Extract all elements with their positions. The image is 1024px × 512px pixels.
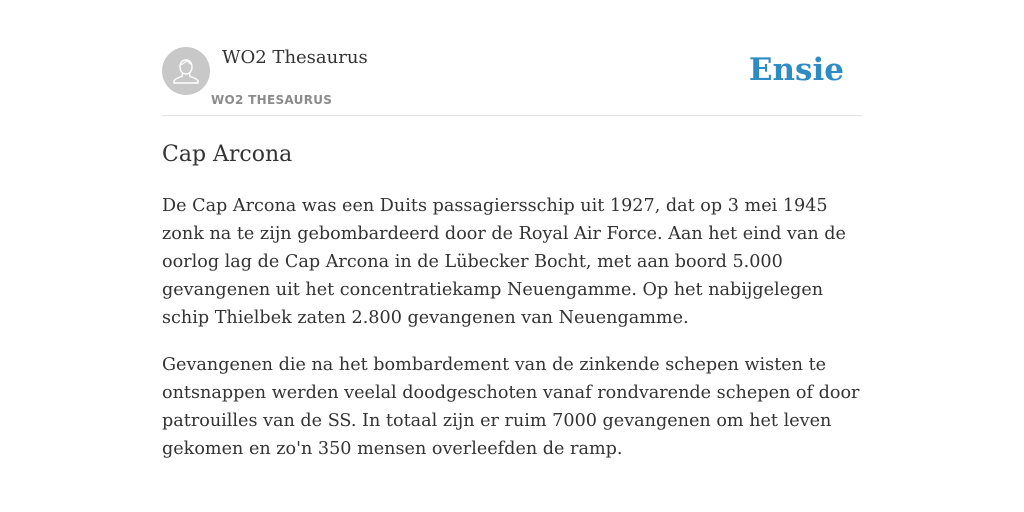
- article-title: Cap Arcona: [162, 142, 293, 167]
- article-body: [162, 192, 862, 482]
- author-name[interactable]: WO2 Thesaurus: [222, 47, 368, 68]
- brand-logo[interactable]: Ensie: [748, 52, 844, 88]
- author-subtitle[interactable]: WO2 THESAURUS: [211, 93, 333, 107]
- avatar[interactable]: [162, 47, 210, 95]
- user-silhouette-icon: [162, 47, 210, 95]
- article-paragraph: De Cap Arcona was een Duits passagiersschip uit 1927, dat op 3 mei 1945 zonk na te zijn gebombardeerd door de Royal Air Force. Aan het eind van de oorlog lag de Cap Arcona in de Lübecker Bocht, met aan boord 5.000 gevangenen uit het concentratiekamp Neuengamme. Op het nabijgelegen schip Thielbek zaten 2.800 gevangenen van Neuengamme.: [162, 196, 846, 328]
- article-paragraph: Gevangenen die na het bombardement van de zinkende schepen wisten te ontsnappen werden veelal doodgeschoten vanaf rondvarende schepen of door patrouilles van de SS. In totaal zijn er ruim 7000 gevangenen om het leven gekomen en zo'n 350 mensen overleefden de ramp.: [162, 355, 860, 459]
- article-header: [162, 44, 862, 116]
